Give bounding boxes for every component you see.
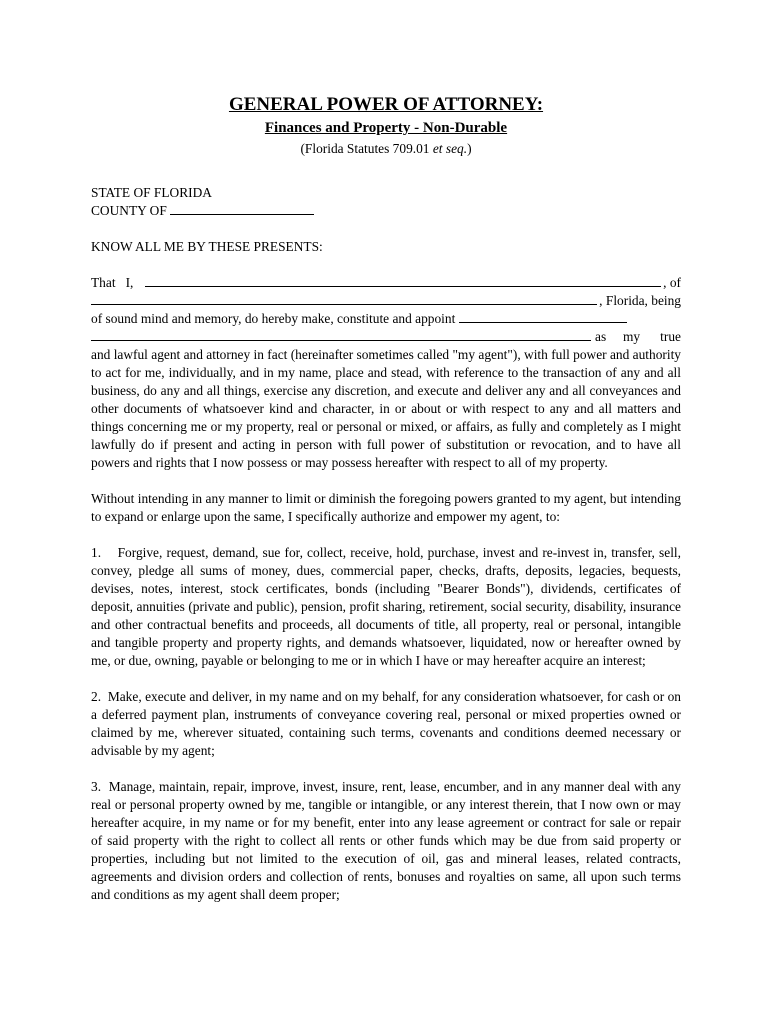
power-item-2: 2. Make, execute and deliver, in my name and on my behalf, for any consideration whatsoever, for cash or on a deferred payment plan, instruments of conveyance covering real, personal or mixed properties owned or claimed by me, wherever situated, containing such terms, covenants and conditions deemed necessary or advisable by my agent; — [91, 689, 681, 758]
county-line — [91, 202, 681, 220]
residence-line — [91, 292, 681, 310]
true-label: true — [660, 329, 681, 344]
appointment-body: and lawful agent and attorney in fact (hereinafter sometimes called "my agent"), with full power and authority to act for me, individually, and in my name, place and stead, with reference to the transaction of any and all business, do any and all things, exercise any discretion, and execute and deliver any and all conveyances and other documents of whatsoever kind and character, in or about or with respect to any and all matters and things concerning me or my property, real or personal or mixed, or affairs, as fully and completely as I might lawfully do if present and acting in person with full power of substitution or revocation, and to have all powers and rights that I now possess or may possess hereafter with respect to all of my property. — [91, 347, 681, 470]
statute-italic: et seq. — [432, 141, 468, 156]
florida-label: , Florida, being — [599, 293, 681, 308]
powers-intro: Without intending in any manner to limit or diminish the foregoing powers granted to my agent, but intending to expand or enlarge upon the same, I specifically authorize and empower my agent, to: — [91, 491, 681, 524]
county-blank[interactable] — [170, 202, 314, 215]
document-body — [91, 94, 681, 904]
statute-prefix: (Florida Statutes 709.01 — [300, 141, 433, 156]
principal-name-blank[interactable] — [145, 274, 661, 287]
state-line: STATE OF FLORIDA — [91, 185, 212, 200]
county-label: COUNTY OF — [91, 203, 167, 218]
preamble: KNOW ALL ME BY THESE PRESENTS: — [91, 239, 323, 254]
as-label: as — [595, 329, 607, 344]
document-subtitle: Finances and Property - Non-Durable — [264, 120, 508, 136]
power-item-3: 3. Manage, maintain, repair, improve, invest, insure, rent, lease, encumber, and in any manner deal with any real or personal property owned by me, tangible or intangible, or any interest therein, that I now own or may hereafter acquire, in my name or for my benefit, enter into any lease agreement or contract for sale or repair of said property with the right to collect all rents or other funds which may be due from said property or properties, including but not limited to the execution of oil, gas and mineral leases, related contracts, agreements and division orders and collection of rents, bonuses and royalties on same, all upon such terms and conditions as my agent shall deem proper; — [91, 779, 681, 902]
agent-line — [91, 328, 681, 346]
of-label: , of — [663, 275, 681, 290]
sound-mind-text: of sound mind and memory, do hereby make, constitute and appoint — [91, 311, 456, 326]
power-item-1: 1. Forgive, request, demand, sue for, collect, receive, hold, purchase, invest and re-invest in, transfer, sell, convey, pledge all sums of money, dues, commercial paper, checks, drafts, deposits, legacies, bequests, devises, notes, interest, stock certificates, bonds (including "Bearer Bonds"), dividends, certificates of deposit, annuities (private and public), pension, profit sharing, retirement, social security, disability, insurance and other contractual benefits and proceeds, all documents of title, all property, real or personal, intangible and tangible property and property rights, and demands whatsoever, liquidated, now or hereafter owned by me, or due, owning, payable or belonging to me or in which I have or may hereafter acquire an interest; — [91, 545, 681, 668]
appointment-section — [91, 274, 681, 472]
that-label: That — [91, 275, 116, 290]
appoint-line — [91, 310, 681, 328]
my-label: my — [622, 329, 641, 344]
agent-name-blank-2[interactable] — [91, 328, 591, 341]
residence-blank[interactable] — [91, 292, 597, 305]
statute-suffix: ) — [467, 141, 472, 156]
principal-line — [91, 274, 681, 292]
agent-name-blank[interactable] — [459, 310, 627, 323]
document-title: GENERAL POWER OF ATTORNEY: — [228, 94, 544, 115]
i-label: I, — [125, 275, 134, 290]
statute-reference — [91, 140, 681, 158]
